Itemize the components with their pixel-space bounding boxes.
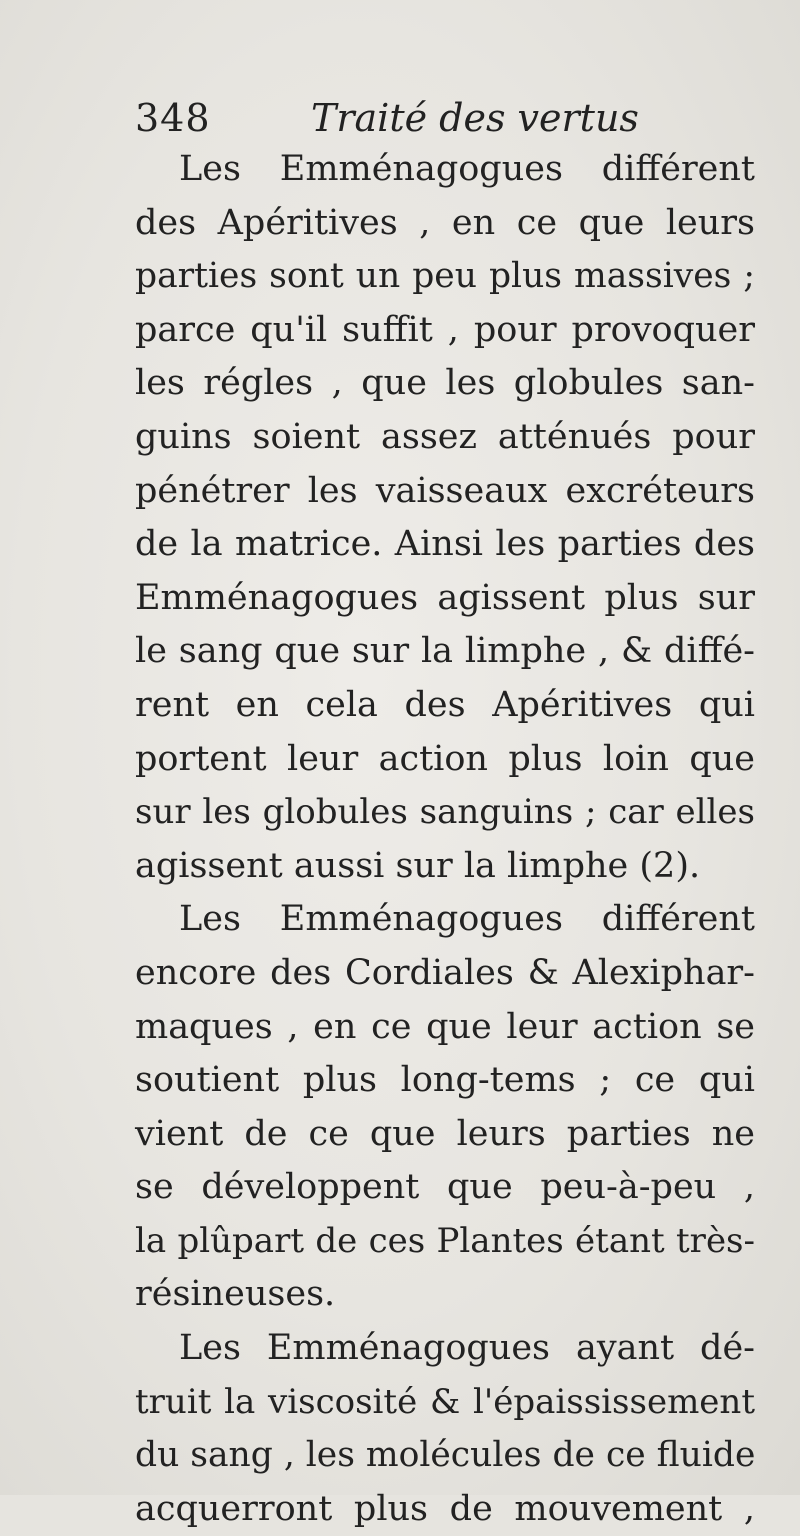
text-line: maques , en ce que leur action se xyxy=(135,1006,755,1047)
text-line: Les Emménagogues différent xyxy=(179,149,755,189)
text-line: soutient plus long-tems ; ce qui xyxy=(135,1060,755,1101)
text-line: guins soient assez atténués pour xyxy=(135,416,755,457)
text-line: agissent aussi sur la limphe (2). xyxy=(135,845,701,886)
page-number: 348 xyxy=(135,96,211,140)
text-line: Les Emménagogues ayant dé- xyxy=(179,1328,755,1369)
text-line: des Apéritives , en ce que leurs xyxy=(135,202,755,243)
text-line: les régles , que les globules san- xyxy=(135,363,755,404)
text-line: encore des Cordiales & Alexiphar- xyxy=(135,952,755,993)
page-header xyxy=(135,88,755,148)
text-line: rent en cela des Apéritives qui xyxy=(135,684,755,725)
text-line: du sang , les molécules de ce fluide xyxy=(135,1435,756,1476)
text-line: parce qu'il suffit , pour provoquer xyxy=(135,309,755,350)
text-line: sur les globules sanguins ; car elles xyxy=(135,792,755,833)
text-line: Emménagogues agissent plus sur xyxy=(135,577,755,618)
text-line: de la matrice. Ainsi les parties des xyxy=(135,524,755,565)
text-line: vient de ce que leurs parties ne xyxy=(135,1113,755,1154)
text-line: parties sont un peu plus massives ; xyxy=(135,256,755,297)
text-line: la plûpart de ces Plantes étant très- xyxy=(135,1220,755,1261)
text-line: truit la viscosité & l'épaississement xyxy=(135,1381,755,1422)
text-line: le sang que sur la limphe , & diffé- xyxy=(135,631,755,672)
text-line: résineuses. xyxy=(135,1274,336,1315)
text-line: Les Emménagogues différent xyxy=(179,899,755,940)
running-title: Traité des vertus xyxy=(311,96,639,140)
text-line: portent leur action plus loin que xyxy=(135,738,755,779)
body-text xyxy=(135,143,755,1536)
text-line: se développent que peu-à-peu , xyxy=(135,1167,755,1208)
text-line: acquerront plus de mouvement , xyxy=(135,1488,755,1529)
text-line: pénétrer les vaisseaux excréteurs xyxy=(135,470,755,511)
